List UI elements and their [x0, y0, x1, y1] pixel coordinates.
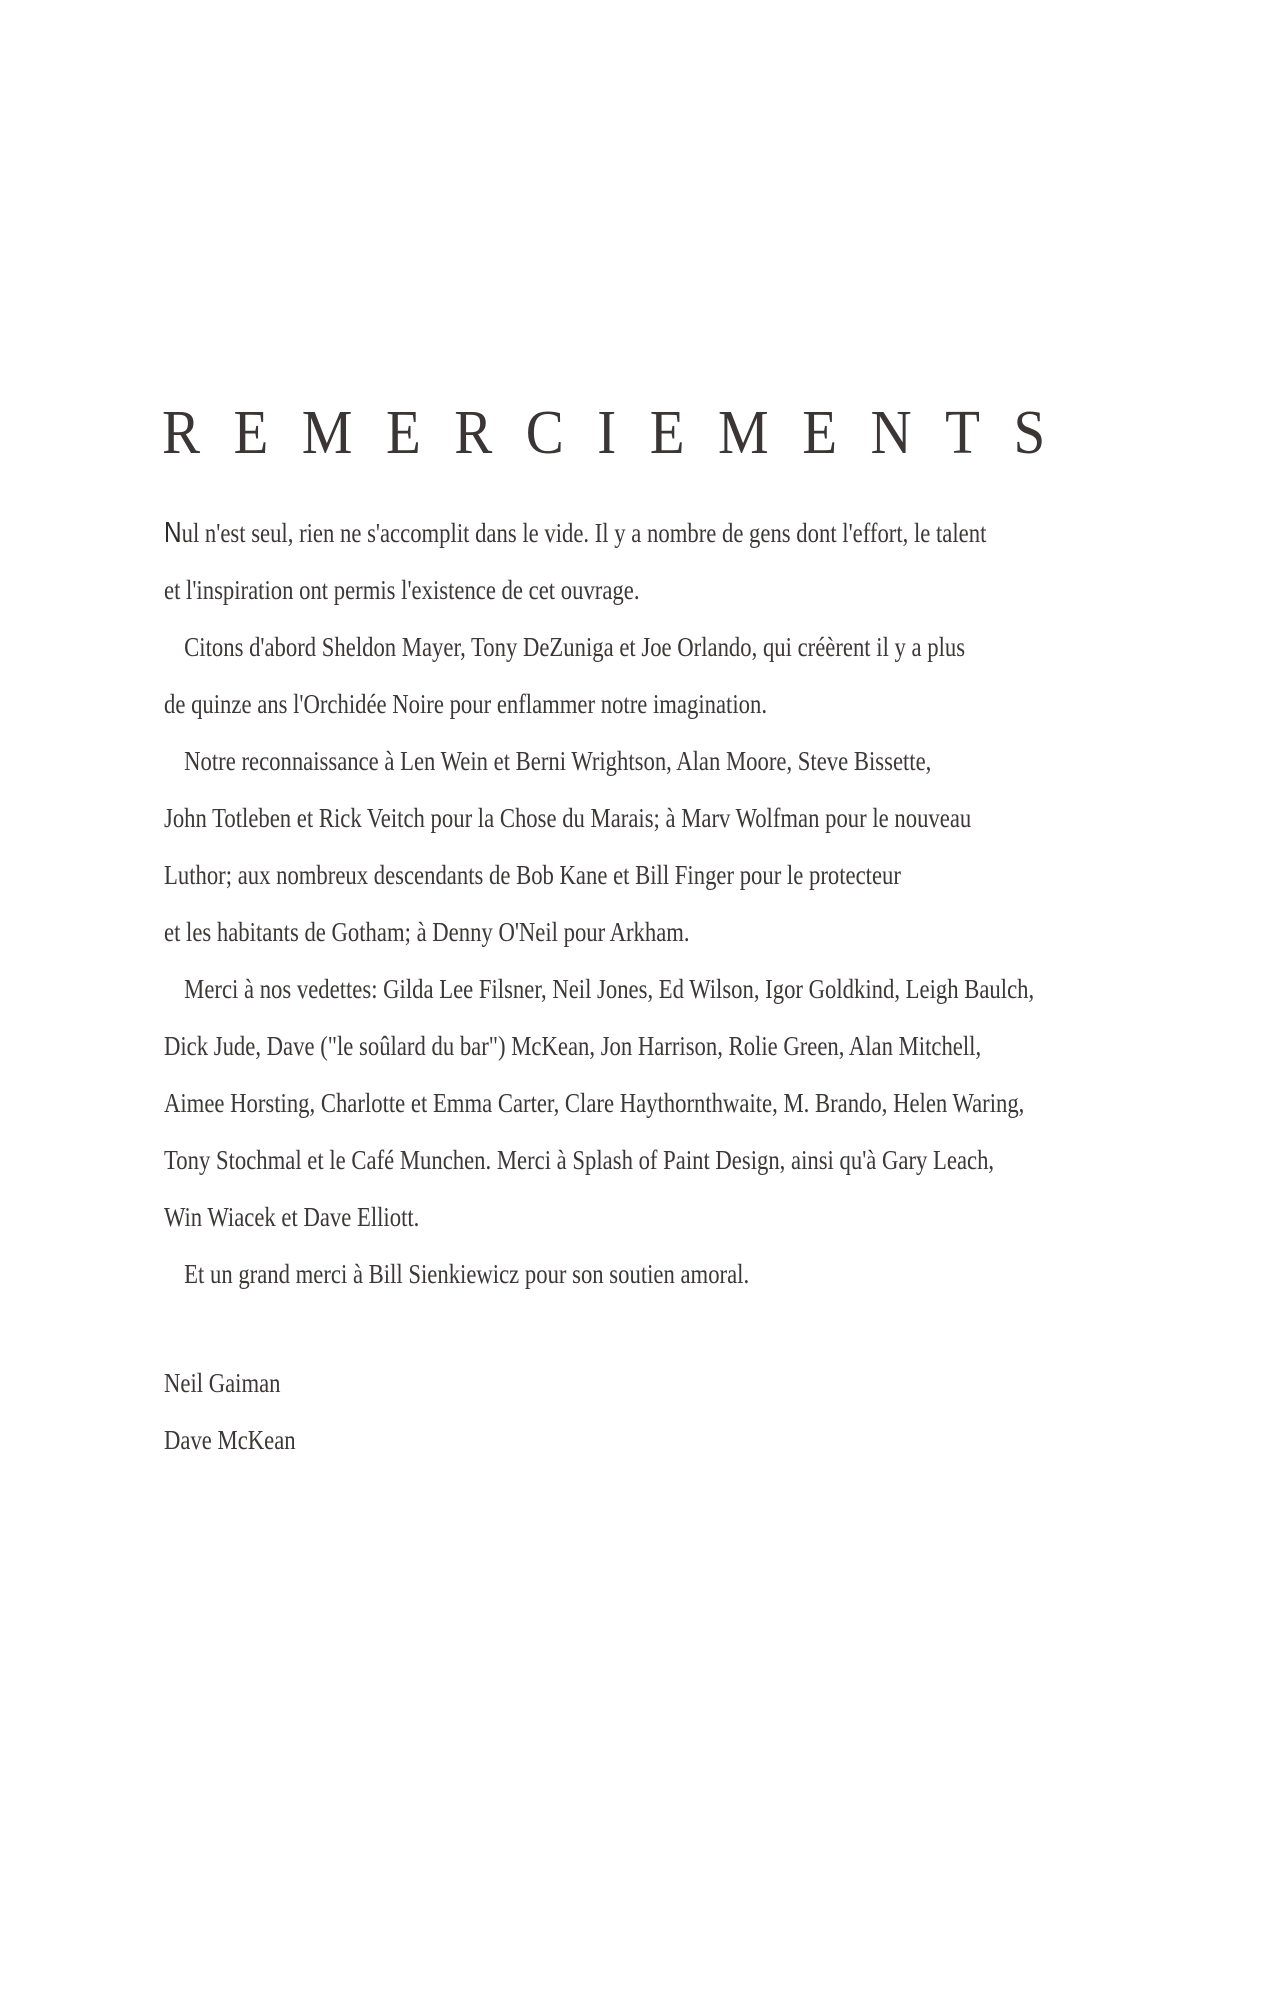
signatures: [164, 1355, 564, 1469]
title-letter: M: [301, 399, 353, 467]
text-line: Citons d'abord Sheldon Mayer, Tony DeZuniga et Joe Orlando, qui créèrent il y a plus: [184, 632, 966, 662]
text-line: Aimee Horsting, Charlotte et Emma Carter, Clare Haythornthwaite, M. Brando, Helen Waring,: [164, 1088, 1025, 1118]
text-line: Merci à nos vedettes: Gilda Lee Filsner, Neil Jones, Ed Wilson, Igor Goldkind, Leigh Baulch,: [184, 974, 1035, 1004]
text-line: John Totleben et Rick Veitch pour la Chose du Marais; à Marv Wolfman pour le nouveau: [164, 803, 972, 833]
title-letter: E: [802, 399, 838, 467]
text-line: Dick Jude, Dave ("le soûlard du bar") McKean, Jon Harrison, Rolie Green, Alan Mitchell,: [164, 1031, 982, 1061]
title-letter: C: [525, 399, 564, 467]
drop-cap: N: [164, 517, 182, 549]
acknowledgements-text: [164, 505, 1124, 1303]
signature-neil-gaiman: Neil Gaiman: [164, 1368, 281, 1398]
text-line: et l'inspiration ont permis l'existence de cet ouvrage.: [164, 575, 640, 605]
title-letter: N: [870, 399, 912, 467]
title-letter: M: [718, 399, 769, 467]
signature-dave-mckean: Dave McKean: [164, 1425, 296, 1455]
title-letter: T: [945, 399, 980, 467]
text-line: de quinze ans l'Orchidée Noire pour enflammer notre imagination.: [164, 689, 768, 719]
title-letter: E: [233, 399, 269, 467]
title-letter: E: [385, 399, 421, 467]
title-letter: R: [162, 399, 201, 467]
text-line: Luthor; aux nombreux descendants de Bob Kane et Bill Finger pour le protecteur: [164, 860, 901, 890]
title-letter: S: [1013, 399, 1046, 467]
page-title: [162, 400, 1045, 466]
text-line: Win Wiacek et Dave Elliott.: [164, 1202, 420, 1232]
title-letter: R: [454, 399, 493, 467]
text-line: Notre reconnaissance à Len Wein et Berni Wrightson, Alan Moore, Steve Bissette,: [184, 746, 932, 776]
title-letter: E: [649, 399, 685, 467]
text-line-content: ul n'est seul, rien ne s'accomplit dans le vide. Il y a nombre de gens dont l'effort, le talent: [181, 518, 987, 548]
title-letter: I: [597, 399, 617, 467]
text-line: et les habitants de Gotham; à Denny O'Neil pour Arkham.: [164, 917, 690, 947]
text-line: [164, 505, 987, 562]
text-line: Tony Stochmal et le Café Munchen. Merci à Splash of Paint Design, ainsi qu'à Gary Leach,: [164, 1145, 995, 1175]
text-line: Et un grand merci à Bill Sienkiewicz pour son soutien amoral.: [184, 1259, 750, 1289]
